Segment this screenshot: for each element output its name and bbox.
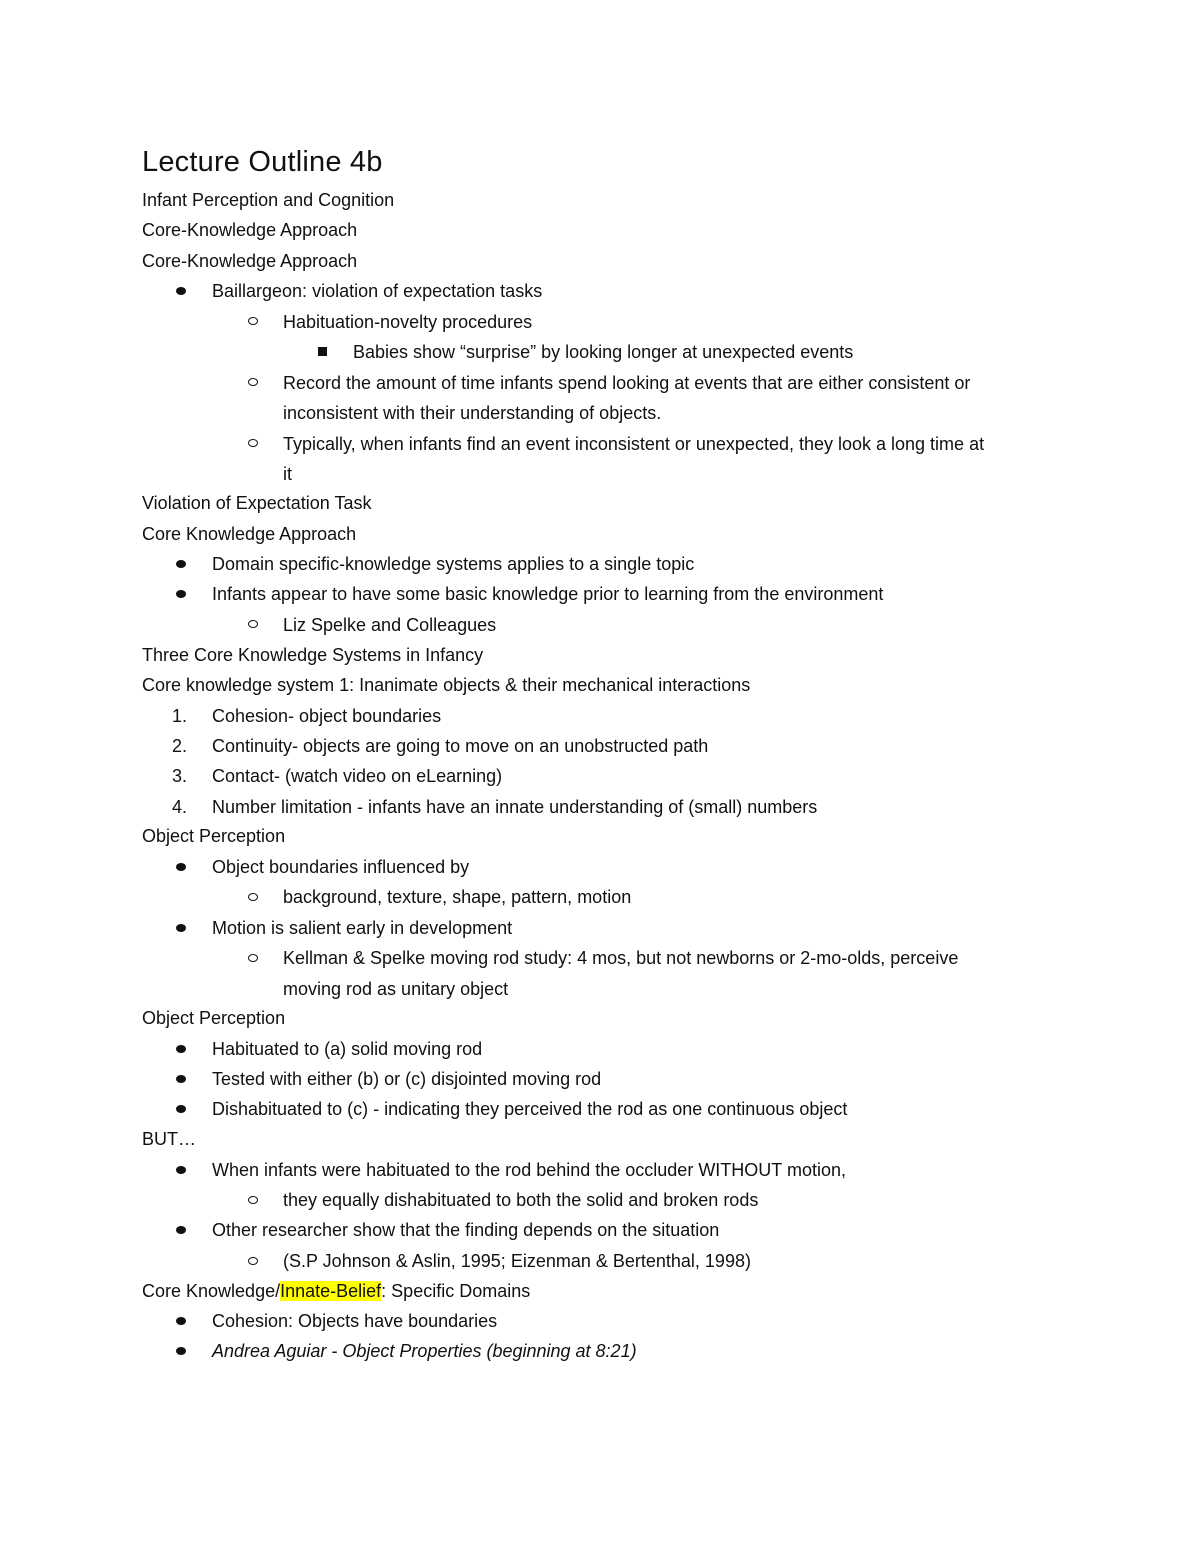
bullet-disc-icon bbox=[176, 1347, 186, 1355]
list-item: Object boundaries influenced by bbox=[212, 857, 470, 877]
document-title: Lecture Outline 4b bbox=[142, 146, 383, 178]
bullet-circle-icon bbox=[248, 954, 258, 962]
list-number: 1. bbox=[172, 706, 188, 726]
list-item: When infants were habituated to the rod behind the occluder WITHOUT motion, bbox=[212, 1160, 846, 1180]
bullet-square-icon bbox=[318, 347, 327, 356]
highlighted-text: Innate-Belief bbox=[280, 1281, 382, 1301]
list-item-continued: inconsistent with their understanding of objects. bbox=[283, 403, 662, 423]
bullet-disc-icon bbox=[176, 1226, 186, 1234]
list-number: 4. bbox=[172, 797, 188, 817]
numbered-item: Contact- (watch video on eLearning) bbox=[212, 766, 503, 786]
list-number: 3. bbox=[172, 766, 188, 786]
bullet-circle-icon bbox=[248, 317, 258, 325]
list-item: Dishabituated to (c) - indicating they perceived the rod as one continuous object bbox=[212, 1099, 848, 1119]
list-item: Motion is salient early in development bbox=[212, 918, 513, 938]
bullet-circle-icon bbox=[248, 378, 258, 386]
list-item-continued: moving rod as unitary object bbox=[283, 979, 509, 999]
section-heading: Core knowledge system 1: Inanimate objects & their mechanical interactions bbox=[142, 675, 751, 695]
list-item: Cohesion: Objects have boundaries bbox=[212, 1311, 498, 1331]
numbered-item: Continuity- objects are going to move on an unobstructed path bbox=[212, 736, 709, 756]
section-heading: BUT… bbox=[142, 1129, 196, 1149]
bullet-disc-icon bbox=[176, 287, 186, 295]
subtitle: Infant Perception and Cognition bbox=[142, 190, 395, 210]
section-heading: Core-Knowledge Approach bbox=[142, 251, 358, 271]
bullet-circle-icon bbox=[248, 620, 258, 628]
section-heading: Core-Knowledge Approach bbox=[142, 220, 358, 240]
section-heading bbox=[142, 1278, 530, 1304]
heading-part: : Specific Domains bbox=[381, 1281, 531, 1301]
bullet-disc-icon bbox=[176, 1317, 186, 1325]
bullet-circle-icon bbox=[248, 893, 258, 901]
list-item: Domain specific-knowledge systems applies to a single topic bbox=[212, 554, 695, 574]
list-item: Baillargeon: violation of expectation tasks bbox=[212, 281, 543, 301]
list-item: Tested with either (b) or (c) disjointed moving rod bbox=[212, 1069, 602, 1089]
bullet-circle-icon bbox=[248, 439, 258, 447]
list-item: Infants appear to have some basic knowledge prior to learning from the environment bbox=[212, 584, 884, 604]
section-heading: Object Perception bbox=[142, 1008, 286, 1028]
list-item: Liz Spelke and Colleagues bbox=[283, 615, 497, 635]
bullet-disc-icon bbox=[176, 1166, 186, 1174]
list-number: 2. bbox=[172, 736, 188, 756]
bullet-disc-icon bbox=[176, 863, 186, 871]
list-item: Babies show “surprise” by looking longer at unexpected events bbox=[353, 342, 854, 362]
bullet-circle-icon bbox=[248, 1196, 258, 1204]
bullet-circle-icon bbox=[248, 1257, 258, 1265]
list-item: background, texture, shape, pattern, motion bbox=[283, 887, 632, 907]
bullet-disc-icon bbox=[176, 1045, 186, 1053]
numbered-item: Number limitation - infants have an innate understanding of (small) numbers bbox=[212, 797, 818, 817]
heading-part: Core Knowledge/ bbox=[142, 1281, 281, 1301]
bullet-disc-icon bbox=[176, 590, 186, 598]
list-item: Habituation-novelty procedures bbox=[283, 312, 533, 332]
section-heading: Three Core Knowledge Systems in Infancy bbox=[142, 645, 484, 665]
bullet-disc-icon bbox=[176, 560, 186, 568]
list-item: Other researcher show that the finding depends on the situation bbox=[212, 1220, 720, 1240]
section-heading: Core Knowledge Approach bbox=[142, 524, 357, 544]
section-heading: Object Perception bbox=[142, 826, 286, 846]
list-item: Record the amount of time infants spend looking at events that are either consistent or bbox=[283, 373, 971, 393]
bullet-disc-icon bbox=[176, 1105, 186, 1113]
list-item: Kellman & Spelke moving rod study: 4 mos, but not newborns or 2-mo-olds, perceive bbox=[283, 948, 959, 968]
list-item: Habituated to (a) solid moving rod bbox=[212, 1039, 483, 1059]
bullet-disc-icon bbox=[176, 924, 186, 932]
bullet-disc-icon bbox=[176, 1075, 186, 1083]
video-reference: Andrea Aguiar - Object Properties (beginning at 8:21) bbox=[212, 1341, 637, 1361]
numbered-item: Cohesion- object boundaries bbox=[212, 706, 442, 726]
list-item: (S.P Johnson & Aslin, 1995; Eizenman & Bertenthal, 1998) bbox=[283, 1251, 751, 1271]
list-item: they equally dishabituated to both the solid and broken rods bbox=[283, 1190, 759, 1210]
section-heading: Violation of Expectation Task bbox=[142, 493, 372, 513]
list-item-continued: it bbox=[283, 464, 292, 484]
list-item: Typically, when infants find an event inconsistent or unexpected, they look a long time at bbox=[283, 434, 985, 454]
